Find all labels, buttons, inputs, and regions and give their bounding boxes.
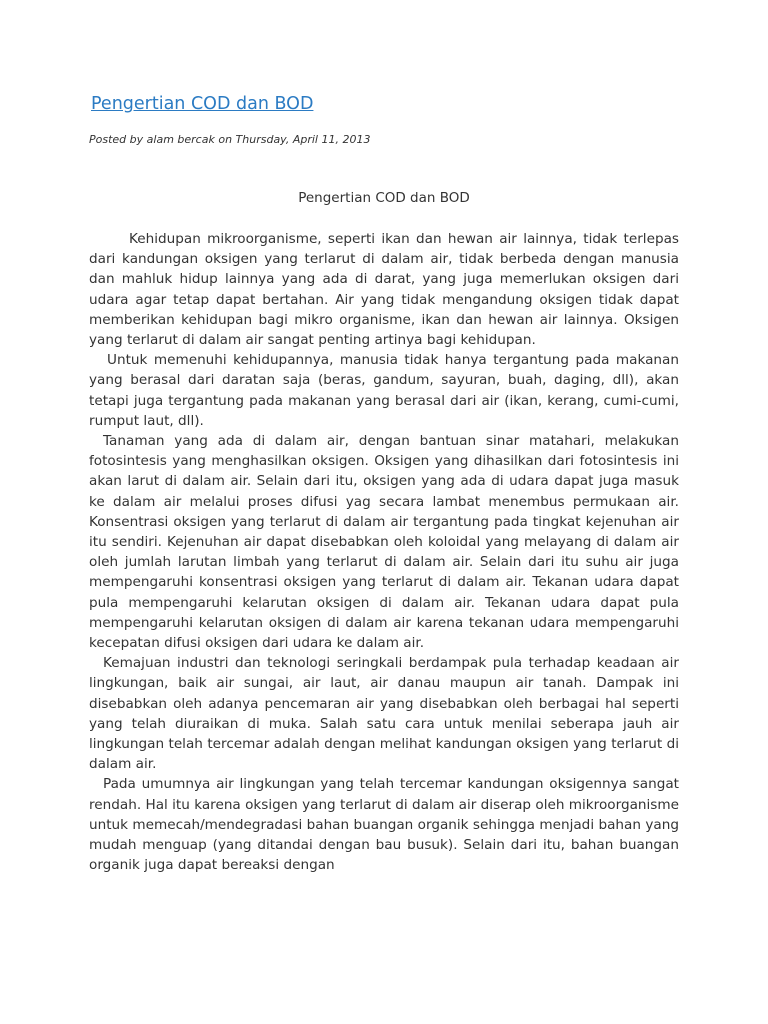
post-title-link[interactable]: Pengertian COD dan BOD: [91, 94, 314, 114]
article-body: [89, 229, 679, 876]
post-meta: [89, 132, 370, 148]
paragraph: Kehidupan mikroorganisme, seperti ikan dan hewan air lainnya, tidak terlepas dari kandungan oksigen yang terlarut di dalam air, tidak berbeda dengan manusia dan mahluk hidup lainnya yang ada di darat, yang juga memerlukan oksigen dari udara agar tetap dapat bertahan. Air yang tidak mengandung oksigen tidak dapat memberikan kehidupan bagi mikro organisme, ikan dan hewan air lainnya. Oksigen yang terlarut di dalam air sangat penting artinya bagi kehidupan.: [89, 231, 679, 349]
paragraph: Tanaman yang ada di dalam air, dengan bantuan sinar matahari, melakukan fotosintesis yang menghasilkan oksigen. Oksigen yang dihasilkan dari fotosintesis ini akan larut di dalam air. Selain dari itu, oksigen yang ada di udara dapat juga masuk ke dalam air melalui proses difusi yag secara lambat menembus permukaan air. Konsentrasi oksigen yang terlarut di dalam air tergantung pada tingkat kejenuhan air itu sendiri. Kejenuhan air dapat disebabkan oleh koloidal yang melayang di dalam air oleh jumlah larutan limbah yang terlarut di dalam air. Selain dari itu suhu air juga mempengaruhi konsentrasi oksigen yang terlarut di dalam air. Tekanan udara dapat pula mempengaruhi kelarutan oksigen di dalam air. Tekanan udara dapat pula mempengaruhi kelarutan oksigen di dalam air karena tekanan udara mempengaruhi kecepatan difusi oksigen dari udara ke dalam air.: [89, 433, 679, 652]
article-heading: Pengertian COD dan BOD: [298, 190, 470, 206]
paragraph: Pada umumnya air lingkungan yang telah tercemar kandungan oksigennya sangat rendah. Hal itu karena oksigen yang terlarut di dalam air diserap oleh mikroorganisme untuk memecah/mendegradasi bahan buangan organik sehingga menjadi bahan yang mudah menguap (yang ditandai dengan bau busuk). Selain dari itu, bahan buangan organik juga dapat bereaksi dengan: [89, 776, 679, 874]
meta-prefix: Posted by: [89, 133, 144, 146]
post-date: Thursday, April 11, 2013: [235, 133, 371, 146]
meta-on: on: [218, 133, 233, 146]
paragraph: Kemajuan industri dan teknologi seringkali berdampak pula terhadap keadaan air lingkungan, baik air sungai, air laut, air danau maupun air tanah. Dampak ini disebabkan oleh adanya pencemaran air yang disebabkan oleh berbagai hal seperti yang telah diuraikan di muka. Salah satu cara untuk menilai seberapa jauh air lingkungan telah tercemar adalah dengan melihat kandungan oksigen yang terlarut di dalam air.: [89, 655, 679, 773]
post-author: alam bercak: [146, 133, 215, 146]
paragraph: Untuk memenuhi kehidupannya, manusia tidak hanya tergantung pada makanan yang berasal dari daratan saja (beras, gandum, sayuran, buah, daging, dll), akan tetapi juga tergantung pada makanan yang berasal dari air (ikan, kerang, cumi-cumi, rumput laut, dll).: [89, 352, 679, 429]
